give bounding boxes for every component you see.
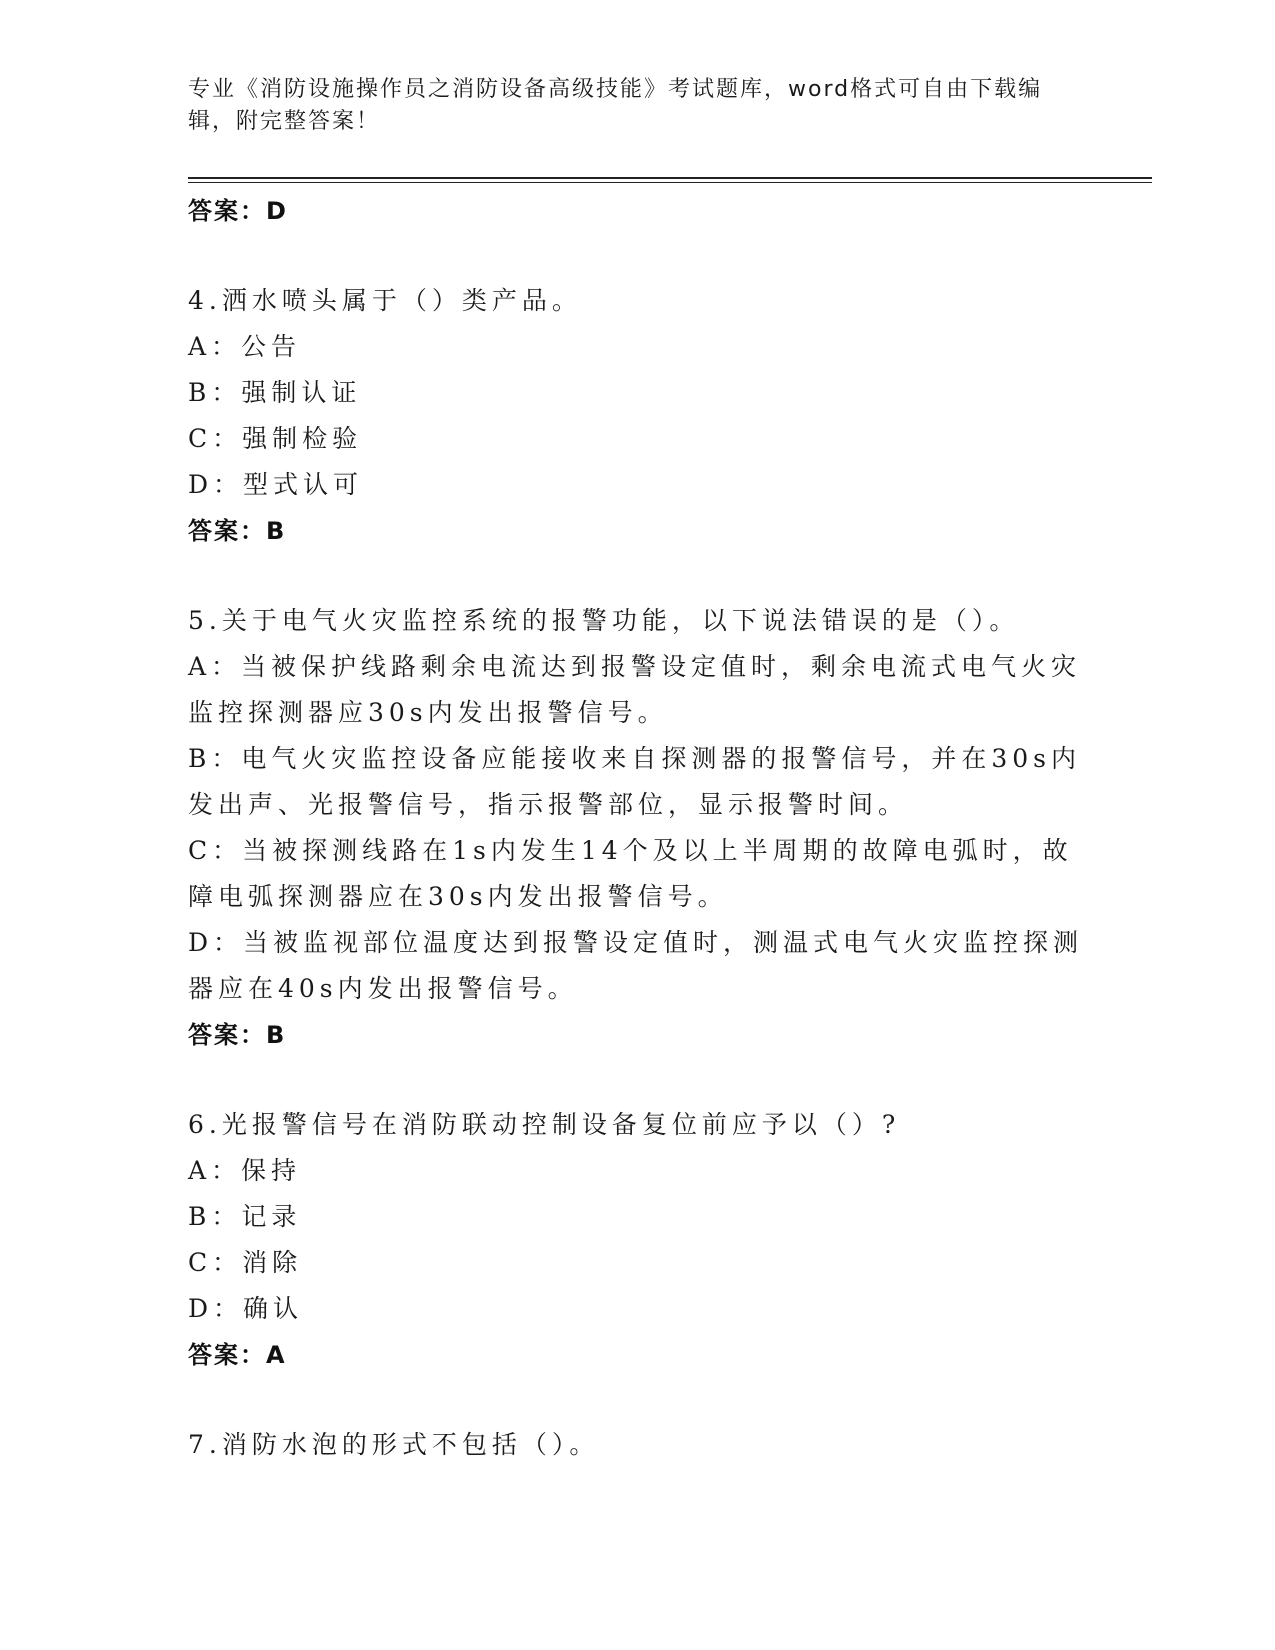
question-7 — [188, 1422, 1088, 1468]
question-text: 5.关于电气火灾监控系统的报警功能，以下说法错误的是（）。 — [188, 606, 1020, 635]
question-list — [188, 188, 1088, 1512]
previous-answer: 答案：D — [188, 197, 288, 225]
answer: 答案：A — [188, 1341, 287, 1369]
option-d: D：型式认可 — [188, 470, 364, 499]
header-divider-thin — [188, 182, 1152, 183]
answer: 答案：B — [188, 517, 287, 545]
answer: 答案：B — [188, 1021, 287, 1049]
question-4 — [188, 278, 1088, 554]
question-text: 6.光报警信号在消防联动控制设备复位前应予以（）? — [188, 1110, 901, 1139]
question-5 — [188, 598, 1088, 1058]
option-b: B：记录 — [188, 1202, 302, 1231]
option-d: D：确认 — [188, 1294, 304, 1323]
option-c: C：强制检验 — [188, 424, 363, 453]
question-text: 7.消防水泡的形式不包括（）。 — [188, 1430, 600, 1459]
page-header: 专业《消防设施操作员之消防设备高级技能》考试题库，word格式可自由下载编辑，附完整答案！ — [188, 77, 1043, 134]
question-text: 4.洒水喷头属于（）类产品。 — [188, 286, 582, 315]
option-c: C：当被探测线路在1s内发生14个及以上半周期的故障电弧时，故障电弧探测器应在30s内发出报警信号。 — [188, 836, 1073, 911]
option-b: B：电气火灾监控设备应能接收来自探测器的报警信号，并在30s内发出声、光报警信号，指示报警部位，显示报警时间。 — [188, 744, 1082, 819]
question-6 — [188, 1102, 1088, 1378]
header-divider-thick — [188, 177, 1152, 179]
option-c: C：消除 — [188, 1248, 303, 1277]
option-a: A：公告 — [188, 332, 302, 361]
option-b: B：强制认证 — [188, 378, 362, 407]
option-a: A：当被保护线路剩余电流达到报警设定值时，剩余电流式电气火灾监控探测器应30s内发出报警信号。 — [188, 652, 1082, 727]
option-d: D：当被监视部位温度达到报警设定值时，测温式电气火灾监控探测器应在40s内发出报警信号。 — [188, 928, 1084, 1003]
option-a: A：保持 — [188, 1156, 302, 1185]
